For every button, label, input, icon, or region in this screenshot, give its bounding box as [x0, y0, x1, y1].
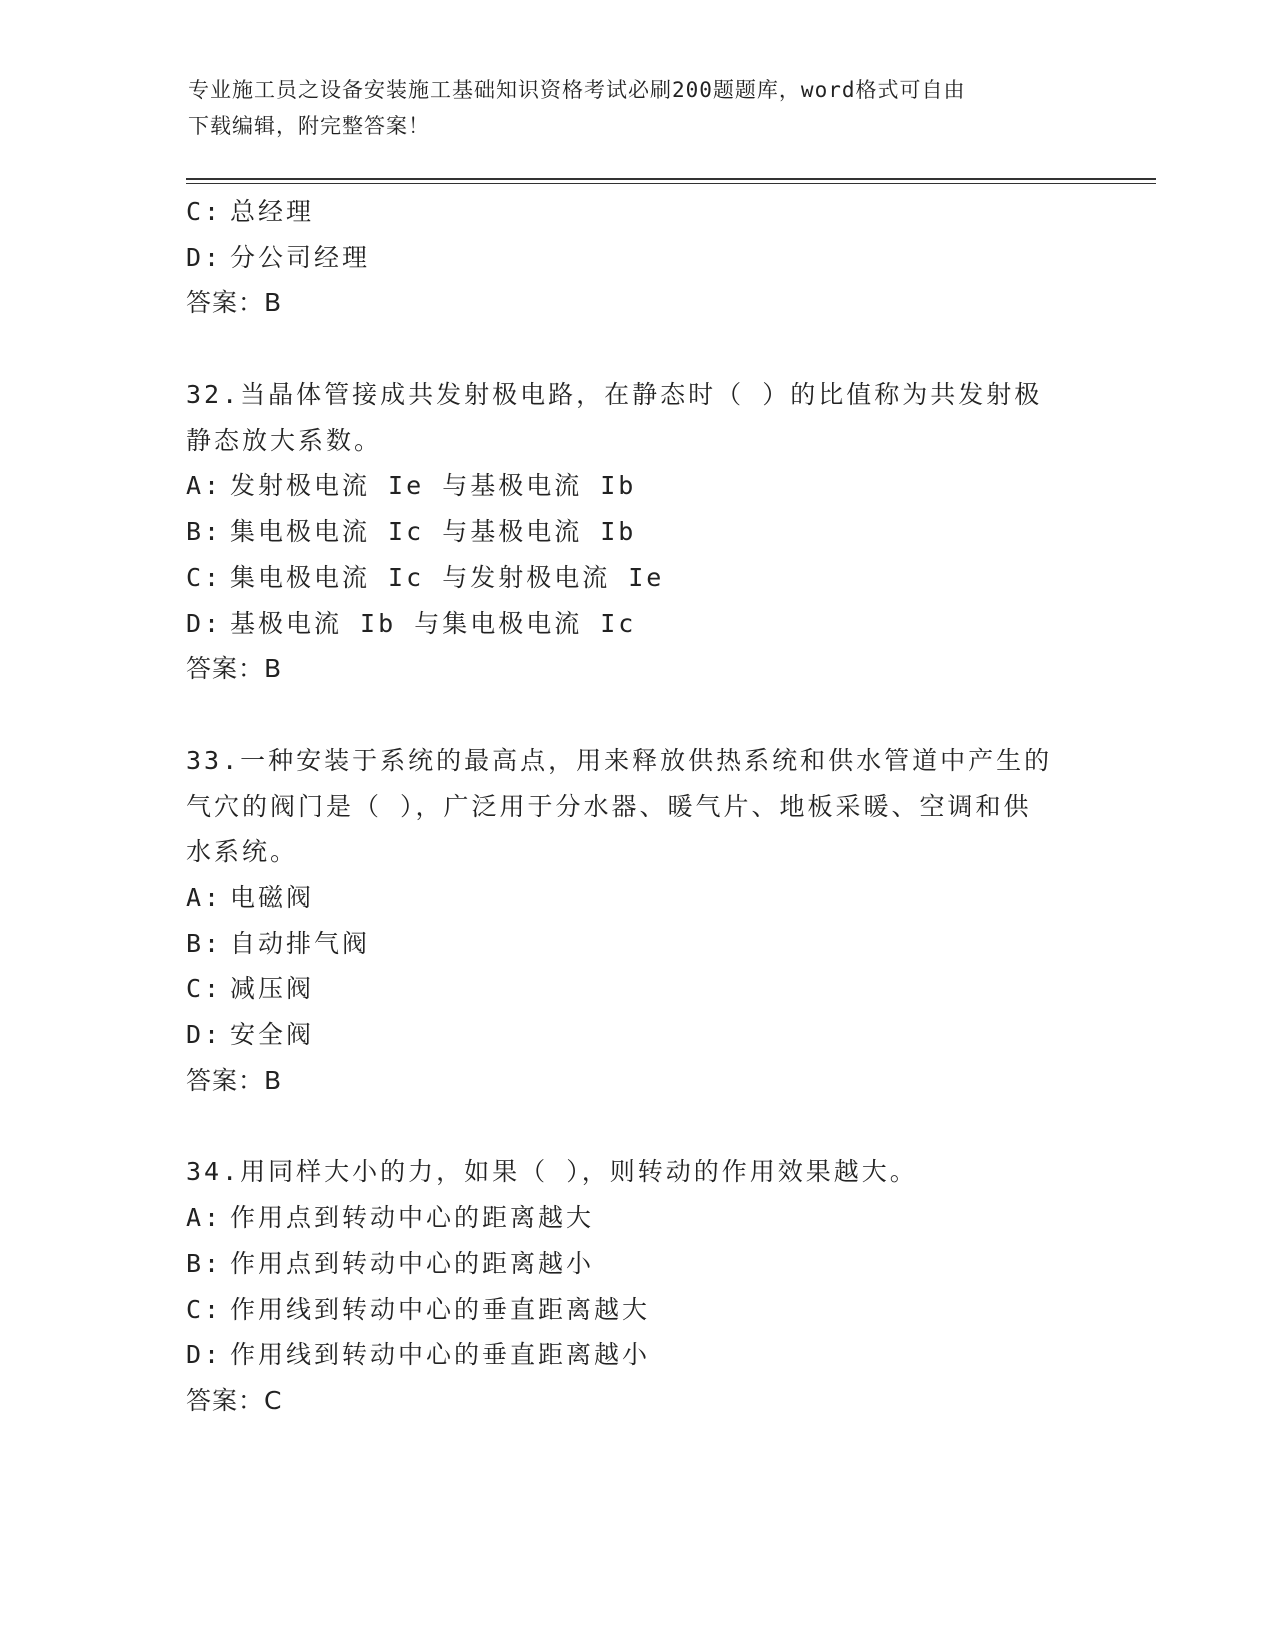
header-divider-thin	[186, 183, 1156, 184]
option-c	[186, 189, 1066, 235]
option-letter: C:	[186, 562, 223, 592]
option-letter: D:	[186, 608, 223, 638]
header-title-line-2: 下载编辑，附完整答案！	[188, 114, 430, 138]
option-d	[186, 601, 1066, 647]
question-stem-line: 气穴的阀门是（ ），广泛用于分水器、暖气片、地板采暖、空调和供	[186, 791, 1032, 821]
option-letter: B:	[186, 928, 223, 958]
spacer	[186, 1103, 1086, 1149]
option-text: 总经理	[230, 197, 315, 226]
option-b	[186, 509, 1066, 555]
option-d	[186, 1012, 1066, 1058]
option-text: 发射极电流 Ie 与基极电流 Ib	[230, 471, 637, 501]
answer-line: 答案：B	[186, 1065, 283, 1095]
option-a	[186, 875, 1066, 921]
option-text: 作用线到转动中心的垂直距离越大	[230, 1294, 651, 1324]
option-b	[186, 921, 1066, 967]
option-text: 减压阀	[230, 974, 315, 1004]
question-33	[186, 738, 1066, 1104]
question-31-fragment	[186, 189, 1066, 326]
page-header	[188, 72, 1088, 144]
option-letter: D:	[186, 242, 223, 272]
option-text: 作用点到转动中心的距离越小	[230, 1248, 595, 1278]
option-letter: B:	[186, 1248, 223, 1278]
answer-line: 答案：C	[186, 1385, 283, 1415]
option-text: 集电极电流 Ic 与基极电流 Ib	[230, 517, 637, 547]
option-a	[186, 1195, 1066, 1241]
option-text: 集电极电流 Ic 与发射极电流 Ie	[230, 562, 665, 592]
option-letter: A:	[186, 1203, 223, 1233]
question-32	[186, 372, 1066, 692]
option-letter: C:	[186, 1294, 223, 1324]
option-d	[186, 1332, 1066, 1378]
option-b	[186, 1241, 1066, 1287]
question-stem-line: 34.用同样大小的力，如果（ ），则转动的作用效果越大。	[186, 1157, 918, 1187]
option-text: 安全阀	[230, 1020, 315, 1050]
option-c	[186, 555, 1066, 601]
question-stem-line: 水系统。	[186, 837, 299, 867]
question-stem-line: 32.当晶体管接成共发射极电路，在静态时（ ）的比值称为共发射极	[186, 380, 1043, 410]
answer-line: 答案：B	[186, 654, 283, 684]
question-list	[186, 189, 1086, 1424]
option-a	[186, 463, 1066, 509]
header-title-line-1: 专业施工员之设备安装施工基础知识资格考试必刷200题题库，word格式可自由	[188, 78, 966, 102]
option-letter: A:	[186, 883, 223, 913]
option-text: 自动排气阀	[230, 928, 371, 958]
spacer	[186, 326, 1086, 372]
question-stem-line: 33.一种安装于系统的最高点，用来释放供热系统和供水管道中产生的	[186, 745, 1053, 775]
answer-line: 答案：B	[186, 288, 283, 318]
option-letter: C:	[186, 197, 223, 226]
option-text: 作用线到转动中心的垂直距离越小	[230, 1340, 651, 1370]
option-text: 作用点到转动中心的距离越大	[230, 1203, 595, 1233]
option-letter: C:	[186, 974, 223, 1004]
question-stem-line: 静态放大系数。	[186, 425, 383, 455]
option-c	[186, 1287, 1066, 1333]
option-letter: D:	[186, 1020, 223, 1050]
option-letter: A:	[186, 471, 223, 501]
option-d	[186, 235, 1066, 281]
spacer	[186, 692, 1086, 738]
option-text: 电磁阀	[230, 883, 315, 913]
option-c	[186, 966, 1066, 1012]
option-letter: D:	[186, 1340, 223, 1370]
question-34	[186, 1149, 1066, 1423]
option-text: 分公司经理	[230, 242, 371, 272]
option-letter: B:	[186, 517, 223, 547]
option-text: 基极电流 Ib 与集电极电流 Ic	[230, 608, 637, 638]
header-divider-thick	[186, 178, 1156, 180]
